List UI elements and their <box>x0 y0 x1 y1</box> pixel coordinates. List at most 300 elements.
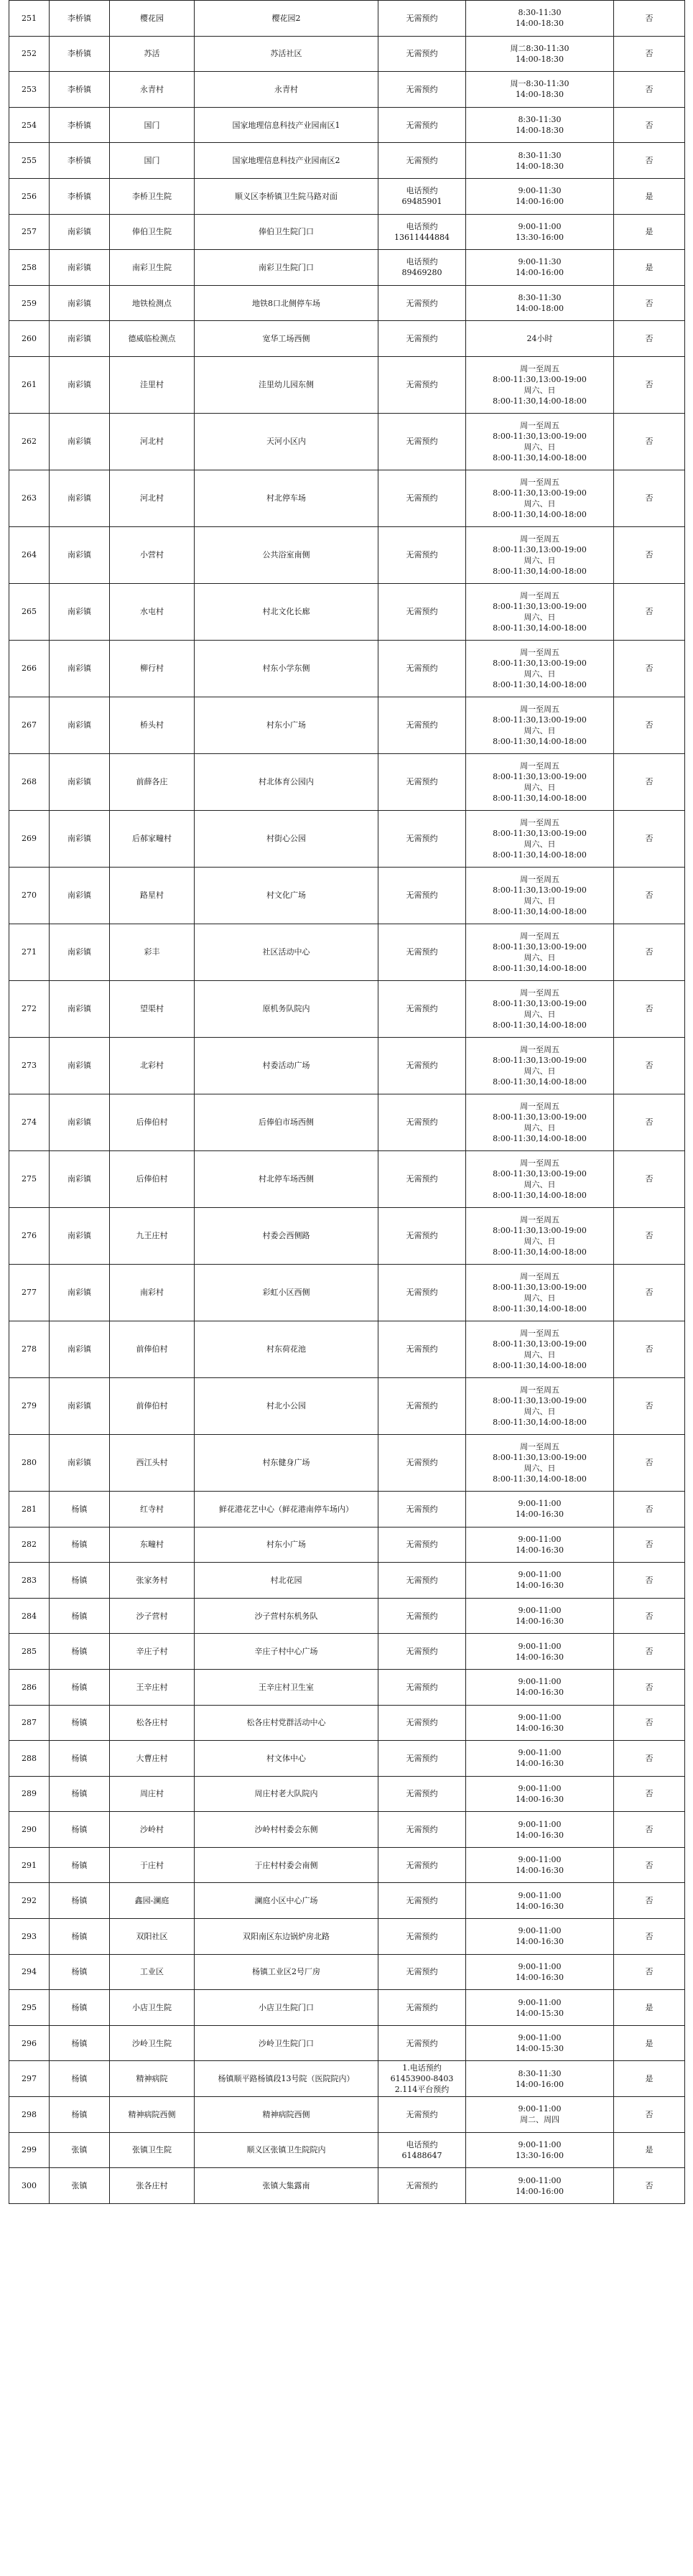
row-number: 292 <box>9 1883 50 1919</box>
hours-cell: 9:00-11:00 14:00-16:30 <box>466 1954 614 1990</box>
booking-cell: 无需预约 <box>378 980 466 1037</box>
address-cell: 村东荷花池 <box>195 1321 378 1377</box>
table-row <box>9 178 685 214</box>
town-cell: 李桥镇 <box>50 72 110 108</box>
site-name-cell: 前俸伯村 <box>110 1321 195 1377</box>
site-name-cell: 国门 <box>110 107 195 143</box>
address-cell: 周庄村老大队院内 <box>195 1776 378 1812</box>
town-cell: 南彩镇 <box>50 285 110 321</box>
town-cell: 南彩镇 <box>50 214 110 250</box>
flag-cell: 否 <box>614 1094 685 1150</box>
site-name-cell: 精神病院西侧 <box>110 2097 195 2133</box>
town-cell: 杨镇 <box>50 2061 110 2097</box>
site-name-cell: 后郝家疃村 <box>110 810 195 867</box>
address-cell: 村北体育公园内 <box>195 753 378 810</box>
flag-cell: 否 <box>614 924 685 980</box>
table-row <box>9 1491 685 1527</box>
town-cell: 杨镇 <box>50 1598 110 1634</box>
row-number: 269 <box>9 810 50 867</box>
flag-cell: 是 <box>614 178 685 214</box>
hours-cell: 周一至周五 8:00-11:30,13:00-19:00 周六、日 8:00-11:30,14:00-18:00 <box>466 810 614 867</box>
town-cell: 南彩镇 <box>50 924 110 980</box>
booking-cell: 无需预约 <box>378 107 466 143</box>
booking-cell: 无需预约 <box>378 1150 466 1207</box>
site-name-cell: 河北村 <box>110 413 195 470</box>
hours-cell: 9:00-11:00 14:00-15:30 <box>466 2025 614 2061</box>
row-number: 264 <box>9 526 50 583</box>
town-cell: 南彩镇 <box>50 1094 110 1150</box>
flag-cell: 否 <box>614 1741 685 1777</box>
town-cell: 杨镇 <box>50 1563 110 1599</box>
site-name-cell: 樱花园 <box>110 1 195 37</box>
table-row <box>9 980 685 1037</box>
town-cell: 南彩镇 <box>50 1207 110 1264</box>
address-cell: 俸伯卫生院门口 <box>195 214 378 250</box>
town-cell: 南彩镇 <box>50 470 110 526</box>
flag-cell: 否 <box>614 1150 685 1207</box>
address-cell: 辛庄子村中心广场 <box>195 1634 378 1670</box>
table-row <box>9 583 685 640</box>
address-cell: 原机务队院内 <box>195 980 378 1037</box>
site-name-cell: 小营村 <box>110 526 195 583</box>
row-number: 298 <box>9 2097 50 2133</box>
booking-cell: 无需预约 <box>378 72 466 108</box>
booking-cell: 无需预约 <box>378 1847 466 1883</box>
row-number: 254 <box>9 107 50 143</box>
booking-cell: 无需预约 <box>378 413 466 470</box>
address-cell: 小店卫生院门口 <box>195 1990 378 2026</box>
row-number: 275 <box>9 1150 50 1207</box>
booking-cell: 无需预约 <box>378 1990 466 2026</box>
table-row <box>9 2097 685 2133</box>
booking-cell: 无需预约 <box>378 1776 466 1812</box>
site-name-cell: 于庄村 <box>110 1847 195 1883</box>
town-cell: 杨镇 <box>50 1919 110 1955</box>
row-number: 272 <box>9 980 50 1037</box>
hours-cell: 周一至周五 8:00-11:30,13:00-19:00 周六、日 8:00-11:30,14:00-18:00 <box>466 1037 614 1094</box>
table-row <box>9 1563 685 1599</box>
address-cell: 王辛庄村卫生室 <box>195 1669 378 1705</box>
flag-cell: 否 <box>614 72 685 108</box>
town-cell: 杨镇 <box>50 1812 110 1848</box>
booking-cell: 无需预约 <box>378 1434 466 1491</box>
table-row <box>9 2061 685 2097</box>
hours-cell: 8:30-11:30 14:00-18:30 <box>466 143 614 179</box>
hours-cell: 周一至周五 8:00-11:30,13:00-19:00 周六、日 8:00-11:30,14:00-18:00 <box>466 583 614 640</box>
table-row <box>9 1264 685 1321</box>
town-cell: 杨镇 <box>50 1883 110 1919</box>
hours-cell: 24小时 <box>466 321 614 357</box>
address-cell: 彩虹小区西侧 <box>195 1264 378 1321</box>
booking-cell: 无需预约 <box>378 1954 466 1990</box>
row-number: 285 <box>9 1634 50 1670</box>
site-name-cell: 大曹庄村 <box>110 1741 195 1777</box>
table-row <box>9 753 685 810</box>
booking-cell: 无需预约 <box>378 1598 466 1634</box>
flag-cell: 否 <box>614 2097 685 2133</box>
address-cell: 顺义区李桥镇卫生院马路对面 <box>195 178 378 214</box>
hours-cell: 9:00-11:00 14:00-16:30 <box>466 1847 614 1883</box>
table-row <box>9 1321 685 1377</box>
town-cell: 张镇 <box>50 2168 110 2204</box>
flag-cell: 否 <box>614 470 685 526</box>
town-cell: 李桥镇 <box>50 1 110 37</box>
address-cell: 后俸伯市场西侧 <box>195 1094 378 1150</box>
site-name-cell: 河北村 <box>110 470 195 526</box>
site-name-cell: 李桥卫生院 <box>110 178 195 214</box>
site-name-cell: 彩丰 <box>110 924 195 980</box>
address-cell: 村东小学东侧 <box>195 640 378 697</box>
address-cell: 沙岭卫生院门口 <box>195 2025 378 2061</box>
hours-cell: 8:30-11:30 14:00-18:00 <box>466 285 614 321</box>
site-name-cell: 王辛庄村 <box>110 1669 195 1705</box>
flag-cell: 否 <box>614 1 685 37</box>
flag-cell: 否 <box>614 1598 685 1634</box>
town-cell: 南彩镇 <box>50 1150 110 1207</box>
booking-cell: 无需预约 <box>378 2097 466 2133</box>
town-cell: 南彩镇 <box>50 867 110 924</box>
row-number: 295 <box>9 1990 50 2026</box>
site-name-cell: 柳行村 <box>110 640 195 697</box>
hours-cell: 9:00-11:00 14:00-15:30 <box>466 1990 614 2026</box>
flag-cell: 否 <box>614 1321 685 1377</box>
booking-cell: 无需预约 <box>378 321 466 357</box>
site-name-cell: 沙子营村 <box>110 1598 195 1634</box>
hours-cell: 9:00-11:30 14:00-16:00 <box>466 178 614 214</box>
flag-cell: 否 <box>614 526 685 583</box>
booking-cell: 无需预约 <box>378 1634 466 1670</box>
flag-cell: 否 <box>614 867 685 924</box>
hours-cell: 周一至周五 8:00-11:30,13:00-19:00 周六、日 8:00-11:30,14:00-18:00 <box>466 924 614 980</box>
flag-cell: 否 <box>614 1634 685 1670</box>
table-row <box>9 2168 685 2204</box>
flag-cell: 否 <box>614 1377 685 1434</box>
booking-cell: 无需预约 <box>378 143 466 179</box>
hours-cell: 8:30-11:30 14:00-18:30 <box>466 107 614 143</box>
table-row <box>9 470 685 526</box>
address-cell: 杨镇工业区2号厂房 <box>195 1954 378 1990</box>
flag-cell: 否 <box>614 143 685 179</box>
hours-cell: 9:00-11:00 13:30-16:00 <box>466 214 614 250</box>
town-cell: 南彩镇 <box>50 810 110 867</box>
site-name-cell: 精神病院 <box>110 2061 195 2097</box>
table-row <box>9 1150 685 1207</box>
row-number: 262 <box>9 413 50 470</box>
town-cell: 杨镇 <box>50 1491 110 1527</box>
town-cell: 杨镇 <box>50 1741 110 1777</box>
site-name-cell: 北彩村 <box>110 1037 195 1094</box>
hours-cell: 周一至周五 8:00-11:30,13:00-19:00 周六、日 8:00-11:30,14:00-18:00 <box>466 867 614 924</box>
site-name-cell: 德威临检测点 <box>110 321 195 357</box>
flag-cell: 否 <box>614 356 685 413</box>
town-cell: 南彩镇 <box>50 640 110 697</box>
row-number: 265 <box>9 583 50 640</box>
site-name-cell: 工业区 <box>110 1954 195 1990</box>
row-number: 256 <box>9 178 50 214</box>
booking-cell: 无需预约 <box>378 1527 466 1563</box>
row-number: 291 <box>9 1847 50 1883</box>
hours-cell: 9:00-11:00 14:00-16:30 <box>466 1919 614 1955</box>
row-number: 293 <box>9 1919 50 1955</box>
town-cell: 李桥镇 <box>50 36 110 72</box>
booking-cell: 电话预约 69485901 <box>378 178 466 214</box>
table-row <box>9 321 685 357</box>
town-cell: 南彩镇 <box>50 356 110 413</box>
row-number: 286 <box>9 1669 50 1705</box>
flag-cell: 否 <box>614 1919 685 1955</box>
flag-cell: 否 <box>614 1207 685 1264</box>
site-name-cell: 俸伯卫生院 <box>110 214 195 250</box>
site-name-cell: 后俸伯村 <box>110 1094 195 1150</box>
flag-cell: 否 <box>614 697 685 753</box>
address-cell: 苏活社区 <box>195 36 378 72</box>
flag-cell: 否 <box>614 107 685 143</box>
row-number: 288 <box>9 1741 50 1777</box>
address-cell: 国家地理信息科技产业园南区2 <box>195 143 378 179</box>
address-cell: 村北文化长廊 <box>195 583 378 640</box>
booking-cell: 无需预约 <box>378 526 466 583</box>
flag-cell: 否 <box>614 1669 685 1705</box>
town-cell: 杨镇 <box>50 1990 110 2026</box>
town-cell: 南彩镇 <box>50 1264 110 1321</box>
row-number: 260 <box>9 321 50 357</box>
table-row <box>9 810 685 867</box>
table-row <box>9 1954 685 1990</box>
table-row <box>9 1705 685 1741</box>
row-number: 266 <box>9 640 50 697</box>
hours-cell: 周二8:30-11:30 14:00-18:30 <box>466 36 614 72</box>
booking-cell: 无需预约 <box>378 1741 466 1777</box>
address-cell: 顺义区张镇卫生院院内 <box>195 2132 378 2168</box>
town-cell: 杨镇 <box>50 1954 110 1990</box>
row-number: 273 <box>9 1037 50 1094</box>
address-cell: 村东健身广场 <box>195 1434 378 1491</box>
town-cell: 杨镇 <box>50 1669 110 1705</box>
address-cell: 社区活动中心 <box>195 924 378 980</box>
flag-cell: 否 <box>614 753 685 810</box>
row-number: 259 <box>9 285 50 321</box>
table-row <box>9 143 685 179</box>
address-cell: 天河小区内 <box>195 413 378 470</box>
site-name-cell: 张各庄村 <box>110 2168 195 2204</box>
hours-cell: 周一至周五 8:00-11:30,13:00-19:00 周六、日 8:00-11:30,14:00-18:00 <box>466 640 614 697</box>
row-number: 253 <box>9 72 50 108</box>
table-row <box>9 36 685 72</box>
row-number: 283 <box>9 1563 50 1599</box>
table-row <box>9 1741 685 1777</box>
site-name-cell: 东疃村 <box>110 1527 195 1563</box>
row-number: 271 <box>9 924 50 980</box>
town-cell: 李桥镇 <box>50 178 110 214</box>
booking-cell: 无需预约 <box>378 640 466 697</box>
site-name-cell: 张镇卫生院 <box>110 2132 195 2168</box>
town-cell: 张镇 <box>50 2132 110 2168</box>
table-row <box>9 214 685 250</box>
hours-cell: 8:30-11:30 14:00-18:30 <box>466 1 614 37</box>
flag-cell: 否 <box>614 1954 685 1990</box>
flag-cell: 否 <box>614 1776 685 1812</box>
table-row <box>9 1634 685 1670</box>
table-row <box>9 2132 685 2168</box>
row-number: 284 <box>9 1598 50 1634</box>
site-name-cell: 桥头村 <box>110 697 195 753</box>
site-name-cell: 小店卫生院 <box>110 1990 195 2026</box>
site-name-cell: 地铁检测点 <box>110 285 195 321</box>
address-cell: 村北小公园 <box>195 1377 378 1434</box>
site-name-cell: 双阳社区 <box>110 1919 195 1955</box>
row-number: 252 <box>9 36 50 72</box>
address-cell: 村文体中心 <box>195 1741 378 1777</box>
flag-cell: 否 <box>614 1434 685 1491</box>
address-cell: 村东小广场 <box>195 1527 378 1563</box>
table-row <box>9 1847 685 1883</box>
site-name-cell: 洼里村 <box>110 356 195 413</box>
hours-cell: 周一至周五 8:00-11:30,13:00-19:00 周六、日 8:00-11:30,14:00-18:00 <box>466 356 614 413</box>
row-number: 279 <box>9 1377 50 1434</box>
booking-cell: 无需预约 <box>378 2168 466 2204</box>
hours-cell: 周一至周五 8:00-11:30,13:00-19:00 周六、日 8:00-11:30,14:00-18:00 <box>466 1321 614 1377</box>
table-row <box>9 1669 685 1705</box>
table-row <box>9 697 685 753</box>
table-row <box>9 1776 685 1812</box>
hours-cell: 9:00-11:00 14:00-16:30 <box>466 1527 614 1563</box>
row-number: 258 <box>9 250 50 286</box>
town-cell: 杨镇 <box>50 2097 110 2133</box>
site-name-cell: 鑫园-澜庭 <box>110 1883 195 1919</box>
row-number: 280 <box>9 1434 50 1491</box>
hours-cell: 周一8:30-11:30 14:00-18:30 <box>466 72 614 108</box>
hours-cell: 9:00-11:00 14:00-16:30 <box>466 1491 614 1527</box>
booking-cell: 无需预约 <box>378 1037 466 1094</box>
booking-cell: 无需预约 <box>378 1207 466 1264</box>
site-name-cell: 南彩村 <box>110 1264 195 1321</box>
address-cell: 澜庭小区中心广场 <box>195 1883 378 1919</box>
row-number: 263 <box>9 470 50 526</box>
site-name-cell: 望渠村 <box>110 980 195 1037</box>
hours-cell: 9:00-11:00 周二、周四 <box>466 2097 614 2133</box>
booking-cell: 电话预约 13611444884 <box>378 214 466 250</box>
hours-cell: 9:00-11:00 14:00-16:30 <box>466 1598 614 1634</box>
town-cell: 南彩镇 <box>50 413 110 470</box>
site-name-cell: 水屯村 <box>110 583 195 640</box>
address-cell: 沙子营村东机务队 <box>195 1598 378 1634</box>
site-name-cell: 沙岭卫生院 <box>110 2025 195 2061</box>
address-cell: 于庄村村委会南侧 <box>195 1847 378 1883</box>
flag-cell: 否 <box>614 980 685 1037</box>
row-number: 287 <box>9 1705 50 1741</box>
hours-cell: 周一至周五 8:00-11:30,13:00-19:00 周六、日 8:00-11:30,14:00-18:00 <box>466 753 614 810</box>
address-cell: 精神病院西侧 <box>195 2097 378 2133</box>
table-row <box>9 1434 685 1491</box>
flag-cell: 否 <box>614 36 685 72</box>
booking-cell: 无需预约 <box>378 1377 466 1434</box>
address-cell: 松各庄村党群活动中心 <box>195 1705 378 1741</box>
booking-cell: 电话预约 89469280 <box>378 250 466 286</box>
town-cell: 杨镇 <box>50 1634 110 1670</box>
flag-cell: 是 <box>614 2132 685 2168</box>
site-name-cell: 苏活 <box>110 36 195 72</box>
hours-cell: 周一至周五 8:00-11:30,13:00-19:00 周六、日 8:00-11:30,14:00-18:00 <box>466 1377 614 1434</box>
flag-cell: 是 <box>614 1990 685 2026</box>
testing-sites-table <box>9 0 685 2204</box>
booking-cell: 无需预约 <box>378 1094 466 1150</box>
flag-cell: 否 <box>614 1563 685 1599</box>
row-number: 281 <box>9 1491 50 1527</box>
town-cell: 南彩镇 <box>50 697 110 753</box>
address-cell: 村委活动广场 <box>195 1037 378 1094</box>
site-name-cell: 沙岭村 <box>110 1812 195 1848</box>
table-row <box>9 640 685 697</box>
row-number: 276 <box>9 1207 50 1264</box>
row-number: 268 <box>9 753 50 810</box>
site-name-cell: 国门 <box>110 143 195 179</box>
town-cell: 杨镇 <box>50 1705 110 1741</box>
booking-cell: 无需预约 <box>378 36 466 72</box>
town-cell: 南彩镇 <box>50 1377 110 1434</box>
flag-cell: 否 <box>614 321 685 357</box>
site-name-cell: 张家务村 <box>110 1563 195 1599</box>
flag-cell: 是 <box>614 2025 685 2061</box>
town-cell: 南彩镇 <box>50 753 110 810</box>
row-number: 282 <box>9 1527 50 1563</box>
hours-cell: 周一至周五 8:00-11:30,13:00-19:00 周六、日 8:00-11:30,14:00-18:00 <box>466 1150 614 1207</box>
booking-cell: 无需预约 <box>378 1321 466 1377</box>
town-cell: 南彩镇 <box>50 1434 110 1491</box>
table-row <box>9 1 685 37</box>
booking-cell: 无需预约 <box>378 753 466 810</box>
site-name-cell: 路星村 <box>110 867 195 924</box>
table-row <box>9 285 685 321</box>
flag-cell: 是 <box>614 214 685 250</box>
row-number: 278 <box>9 1321 50 1377</box>
row-number: 299 <box>9 2132 50 2168</box>
town-cell: 南彩镇 <box>50 1037 110 1094</box>
table-row <box>9 867 685 924</box>
row-number: 251 <box>9 1 50 37</box>
booking-cell: 无需预约 <box>378 697 466 753</box>
table-row <box>9 1094 685 1150</box>
row-number: 257 <box>9 214 50 250</box>
flag-cell: 否 <box>614 1264 685 1321</box>
town-cell: 杨镇 <box>50 1527 110 1563</box>
site-name-cell: 永青村 <box>110 72 195 108</box>
booking-cell: 无需预约 <box>378 867 466 924</box>
hours-cell: 周一至周五 8:00-11:30,13:00-19:00 周六、日 8:00-11:30,14:00-18:00 <box>466 1264 614 1321</box>
site-name-cell: 周庄村 <box>110 1776 195 1812</box>
flag-cell: 否 <box>614 1847 685 1883</box>
address-cell: 地铁8口北侧停车场 <box>195 285 378 321</box>
row-number: 289 <box>9 1776 50 1812</box>
table-row <box>9 1207 685 1264</box>
site-name-cell: 前薛各庄 <box>110 753 195 810</box>
booking-cell: 无需预约 <box>378 1264 466 1321</box>
site-name-cell: 后俸伯村 <box>110 1150 195 1207</box>
site-name-cell: 辛庄子村 <box>110 1634 195 1670</box>
address-cell: 国家地理信息科技产业园南区1 <box>195 107 378 143</box>
site-name-cell: 松各庄村 <box>110 1705 195 1741</box>
table-row <box>9 356 685 413</box>
site-name-cell: 九王庄村 <box>110 1207 195 1264</box>
table-row <box>9 1990 685 2026</box>
booking-cell: 无需预约 <box>378 1 466 37</box>
table-row <box>9 1527 685 1563</box>
flag-cell: 是 <box>614 2061 685 2097</box>
row-number: 296 <box>9 2025 50 2061</box>
town-cell: 南彩镇 <box>50 250 110 286</box>
address-cell: 杨镇顺平路杨镇段13号院（医院院内） <box>195 2061 378 2097</box>
flag-cell: 否 <box>614 1812 685 1848</box>
address-cell: 公共浴室南侧 <box>195 526 378 583</box>
